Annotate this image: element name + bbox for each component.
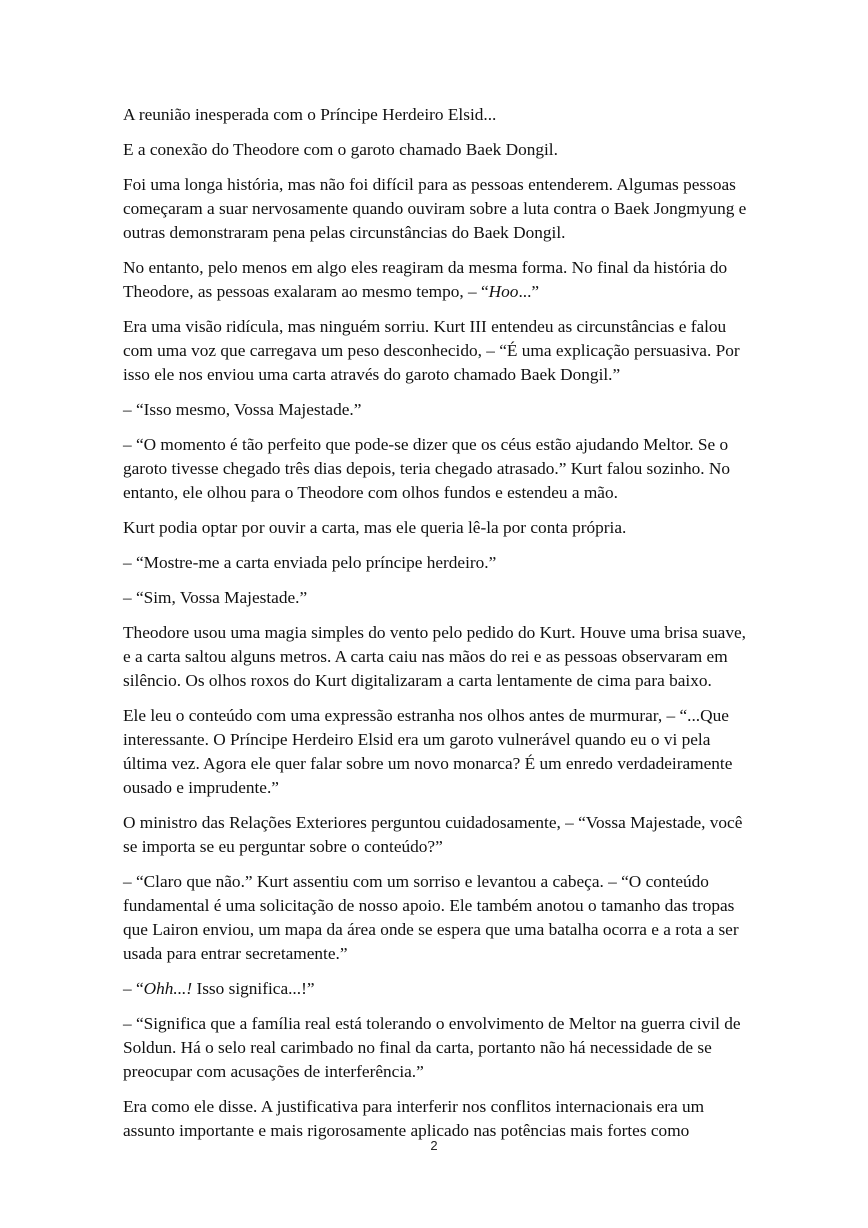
paragraph-text: Era uma visão ridícula, mas ninguém sorriu. Kurt III entendeu as circunstâncias e falou com uma voz que carregava um peso desconhecido, – “É uma explicação persuasiva. Por isso ele nos enviou uma carta através do garoto chamado Baek Dongil.” xyxy=(123,317,740,384)
paragraph xyxy=(123,1095,753,1143)
paragraph-text: – “ xyxy=(123,979,144,998)
paragraph-text: – “Significa que a família real está tolerando o envolvimento de Meltor na guerra civil de Soldun. Há o selo real carimbado no final da carta, portanto não há necessidade de se preocupar com acusações de interferência.” xyxy=(123,1014,741,1081)
paragraph-text: ...” xyxy=(518,282,540,301)
paragraph-text: Kurt podia optar por ouvir a carta, mas ele queria lê-la por conta própria. xyxy=(123,518,627,537)
paragraph xyxy=(123,870,753,966)
paragraph xyxy=(123,586,753,610)
paragraph-text: Ele leu o conteúdo com uma expressão estranha nos olhos antes de murmurar, – “...Que interessante. O Príncipe Herdeiro Elsid era um garoto vulnerável quando eu o vi pela última vez. Agora ele quer falar sobre um novo monarca? É um enredo verdadeiramente ousado e imprudente.” xyxy=(123,706,733,797)
paragraph xyxy=(123,173,753,245)
italic-text: Hoo xyxy=(488,282,519,301)
paragraph xyxy=(123,977,753,1001)
paragraph-text: Isso significa...!” xyxy=(192,979,315,998)
page-body-text xyxy=(123,103,753,1154)
paragraph xyxy=(123,138,753,162)
paragraph xyxy=(123,103,753,127)
paragraph-text: No entanto, pelo menos em algo eles reagiram da mesma forma. No final da história do Theodore, as pessoas exalaram ao mesmo tempo, – “ xyxy=(123,258,728,301)
paragraph-text: – “Isso mesmo, Vossa Majestade.” xyxy=(123,400,362,419)
paragraph-text: Foi uma longa história, mas não foi difícil para as pessoas entenderem. Algumas pessoas começaram a suar nervosamente quando ouviram sobre a luta contra o Baek Jongmyung e outras demonstraram pena pelas circunstâncias do Baek Dongil. xyxy=(123,175,747,242)
paragraph xyxy=(123,704,753,800)
paragraph xyxy=(123,256,753,304)
paragraph-text: – “Mostre-me a carta enviada pelo príncipe herdeiro.” xyxy=(123,553,497,572)
paragraph xyxy=(123,516,753,540)
page-number: 2 xyxy=(430,1138,438,1153)
paragraph xyxy=(123,551,753,575)
paragraph-text: Era como ele disse. A justificativa para interferir nos conflitos internacionais era um assunto importante e mais rigorosamente aplicado nas potências mais fortes como xyxy=(123,1097,705,1140)
paragraph xyxy=(123,621,753,693)
paragraph xyxy=(123,315,753,387)
paragraph-text: A reunião inesperada com o Príncipe Herdeiro Elsid... xyxy=(123,105,497,124)
paragraph-text: – “Sim, Vossa Majestade.” xyxy=(123,588,308,607)
paragraph-text: – “Claro que não.” Kurt assentiu com um sorriso e levantou a cabeça. – “O conteúdo fundamental é uma solicitação de nosso apoio. Ele também anotou o tamanho das tropas que Lairon enviou, um mapa da área onde se espera que uma batalha ocorra e a rota a ser usada para entrar secretamente.” xyxy=(123,872,739,963)
paragraph-text: Theodore usou uma magia simples do vento pelo pedido do Kurt. Houve uma brisa suave, e a carta saltou alguns metros. A carta caiu nas mãos do rei e as pessoas observaram em silêncio. Os olhos roxos do Kurt digitalizaram a carta lentamente de cima para baixo. xyxy=(123,623,746,690)
italic-text: Ohh...! xyxy=(143,979,193,998)
paragraph xyxy=(123,811,753,859)
paragraph xyxy=(123,398,753,422)
paragraph-text: – “O momento é tão perfeito que pode-se dizer que os céus estão ajudando Meltor. Se o garoto tivesse chegado três dias depois, teria chegado atrasado.” Kurt falou sozinho. No entanto, ele olhou para o Theodore com olhos fundos e estendeu a mão. xyxy=(123,435,731,502)
paragraph-text: O ministro das Relações Exteriores perguntou cuidadosamente, – “Vossa Majestade, você se importa se eu perguntar sobre o conteúdo?” xyxy=(123,813,743,856)
paragraph xyxy=(123,433,753,505)
paragraph-text: E a conexão do Theodore com o garoto chamado Baek Dongil. xyxy=(123,140,558,159)
paragraph xyxy=(123,1012,753,1084)
